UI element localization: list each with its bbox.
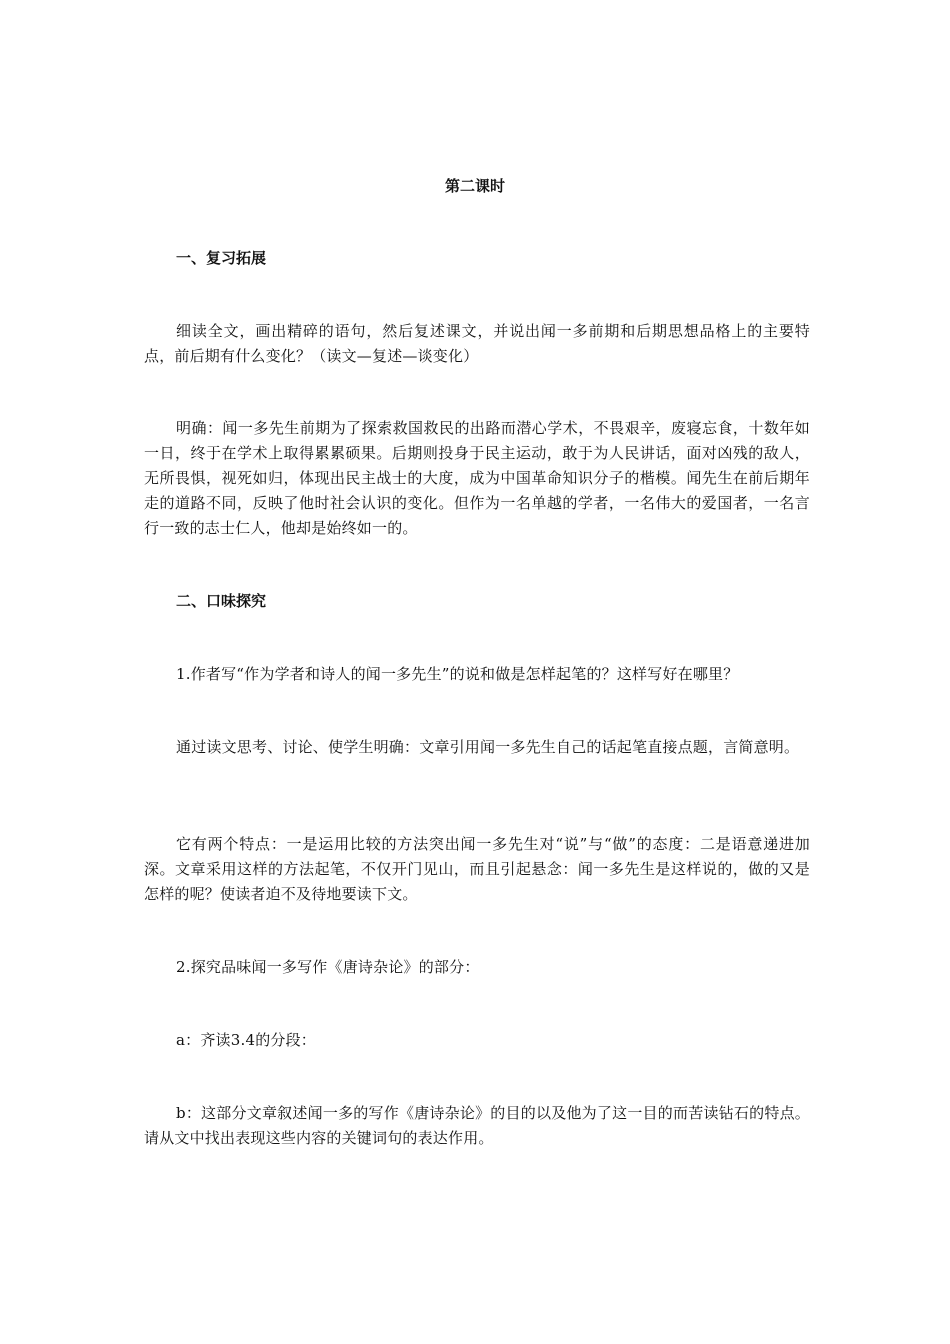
- paragraph-item-a: a：齐读3.4的分段：: [176, 1031, 316, 1049]
- section-heading-review: 一、复习拓展: [176, 249, 267, 267]
- paragraph-review-task: 细读全文，画出精碎的语句，然后复述课文，并说出闻一多前期和后期思想品格上的主要特点，前后期有什么变化？（读文—复述—谈变化）: [144, 322, 810, 365]
- paragraph-answer-1: 通过读文思考、讨论、使学生明确：文章引用闻一多先生自己的话起笔直接点题，言简意明。: [176, 738, 800, 756]
- page-title: 第二课时: [444, 177, 505, 195]
- paragraph-item-b: b：这部分文章叙述闻一多的写作《唐诗杂论》的目的以及他为了这一目的而苦读钻石的特点。请从文中找出表现这些内容的关键词句的表达作用。: [144, 1104, 810, 1147]
- paragraph-review-answer: 明确：闻一多先生前期为了探索救国救民的出路而潜心学术，不畏艰辛，废寝忘食，十数年如一日，终于在学术上取得累累硕果。后期则投身于民主运动，敢于为人民讲话，面对凶残的敌人，无所畏惧，视死如归，体现出民主战士的大度，成为中国革命知识分子的楷模。闻先生在前后期年走的道路不同，反映了他时社会认识的变化。但作为一名单越的学者，一名伟大的爱国者，一名言行一致的志士仁人，他却是始终如一的。: [144, 419, 810, 537]
- paragraph-question-2: 2.探究品味闻一多写作《唐诗杂论》的部分：: [176, 958, 480, 976]
- paragraph-features: 它有两个特点：一是运用比较的方法突出闻一多先生对“说”与“做”的态度：二是语意递进加深。文章采用这样的方法起笔，不仅开门见山，而且引起悬念：闻一多先生是这样说的，做的又是怎样的呢？使读者迫不及待地要读下文。: [144, 835, 810, 903]
- paragraph-question-1: 1.作者写“作为学者和诗人的闻一多先生”的说和做是怎样起笔的？这样写好在哪里？: [176, 665, 739, 683]
- section-heading-explore: 二、口味探究: [176, 592, 267, 610]
